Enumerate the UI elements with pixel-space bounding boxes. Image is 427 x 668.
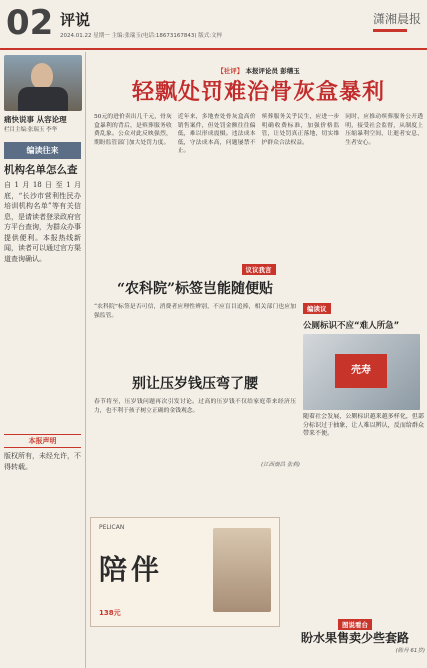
section-banner: 编读往来 xyxy=(4,142,81,159)
sub-headline-2: 别让压岁钱压弯了腰 xyxy=(132,376,258,392)
advertisement xyxy=(90,517,280,627)
main-col-2: 近年来，多地查处骨灰盒高价销售案件，但处罚金额往往偏低，难以形成震慑。违法成本低，守法成本高，问题屡禁不止。 xyxy=(177,114,256,155)
note-body: 版权所有，未经允许，不得转载。 xyxy=(4,452,81,471)
left-body: 自1月18日至1月底，“长沙市营利性民办培训机构名单”等有关信息，是请读者登录政府官方平台查询，为群众办事提供便利。本报热线新闻，读者可以通过官方渠道查询确认。 xyxy=(4,181,81,263)
header-meta: 2024.01.22 星期一 主编:张瑞玉(电话:18673167843) 版式:文梓 xyxy=(60,33,223,39)
bottom-article xyxy=(285,612,425,654)
columnist-photo xyxy=(4,55,82,111)
right-headline: 公厕标识不应“难人所急” xyxy=(303,321,400,331)
left-column xyxy=(0,52,86,668)
right-column xyxy=(303,296,424,563)
sub-headline-1: “农科院”标签岂能随便贴 xyxy=(116,281,274,297)
sub-credit-2: (江西南昌 张莉) xyxy=(260,462,300,468)
ad-title: 陪伴 xyxy=(99,553,164,586)
bottom-tag: 图说看台 xyxy=(338,619,372,630)
section-title: 评说 xyxy=(60,11,91,29)
left-headline: 机构名单怎么查 xyxy=(4,164,78,176)
main-col-3: 殡葬服务关乎民生，应进一步明确收费标准，加强价格监管，让处罚真正落地，切实维护群众合法权益。 xyxy=(261,114,340,146)
newspaper-logo: 潇湘晨报 xyxy=(373,10,421,32)
ad-price: 138元 xyxy=(99,609,121,617)
main-col-4: 同时，应推动殡葬服务公开透明，接受社会监督，从制度上压缩暴利空间，让逝者安息，生者安心。 xyxy=(345,114,423,146)
photo-caption: 痛快说事 从容论理 xyxy=(4,115,67,124)
opinion-tag: 议议我言 xyxy=(242,264,276,275)
main-columns xyxy=(94,113,423,251)
ad-brand: PELICAN xyxy=(99,524,125,531)
kicker: 【社评】 本报评论员 彭缮玉 xyxy=(217,67,300,75)
main-col-1: 50元的进价卖出几千元，骨灰盒暴利的背后，是殡葬服务收费乱象。公众对此反映强烈，期盼监管部门加大处罚力度。 xyxy=(94,114,172,146)
right-tag: 编读议 xyxy=(303,303,331,314)
ad-photo xyxy=(213,528,271,612)
page-number: 02 xyxy=(6,3,54,43)
page-header xyxy=(0,0,427,50)
editor-info: 栏目主编:张瑞玉 李华 xyxy=(4,127,58,133)
toilet-sign-photo: 壳寿 xyxy=(303,334,420,410)
sub-body-2: 春节将至，压岁钱问题再次引发讨论。过高的压岁钱不仅给家庭带来经济压力，也不利于孩子树立正确的金钱观念。 xyxy=(94,399,296,414)
bottom-headline: 盼水果售卖少些套路 xyxy=(300,631,409,645)
note-heading: 本报声明 xyxy=(4,434,81,448)
sub-body-1: “农科院”标签是否可信，消费者应理性辨别，不应盲目追捧，相关部门也应加强监管。 xyxy=(94,304,296,319)
main-headline: 轻飘处罚难治骨灰盒暴利 xyxy=(131,79,385,105)
right-body: 随着社会发展，公厕标识越来越多样化，但部分标识过于抽象，让人难以辨认，反而给群众带来不便。 xyxy=(303,413,424,438)
bottom-credit: (陈丹 61岁) xyxy=(395,648,425,654)
